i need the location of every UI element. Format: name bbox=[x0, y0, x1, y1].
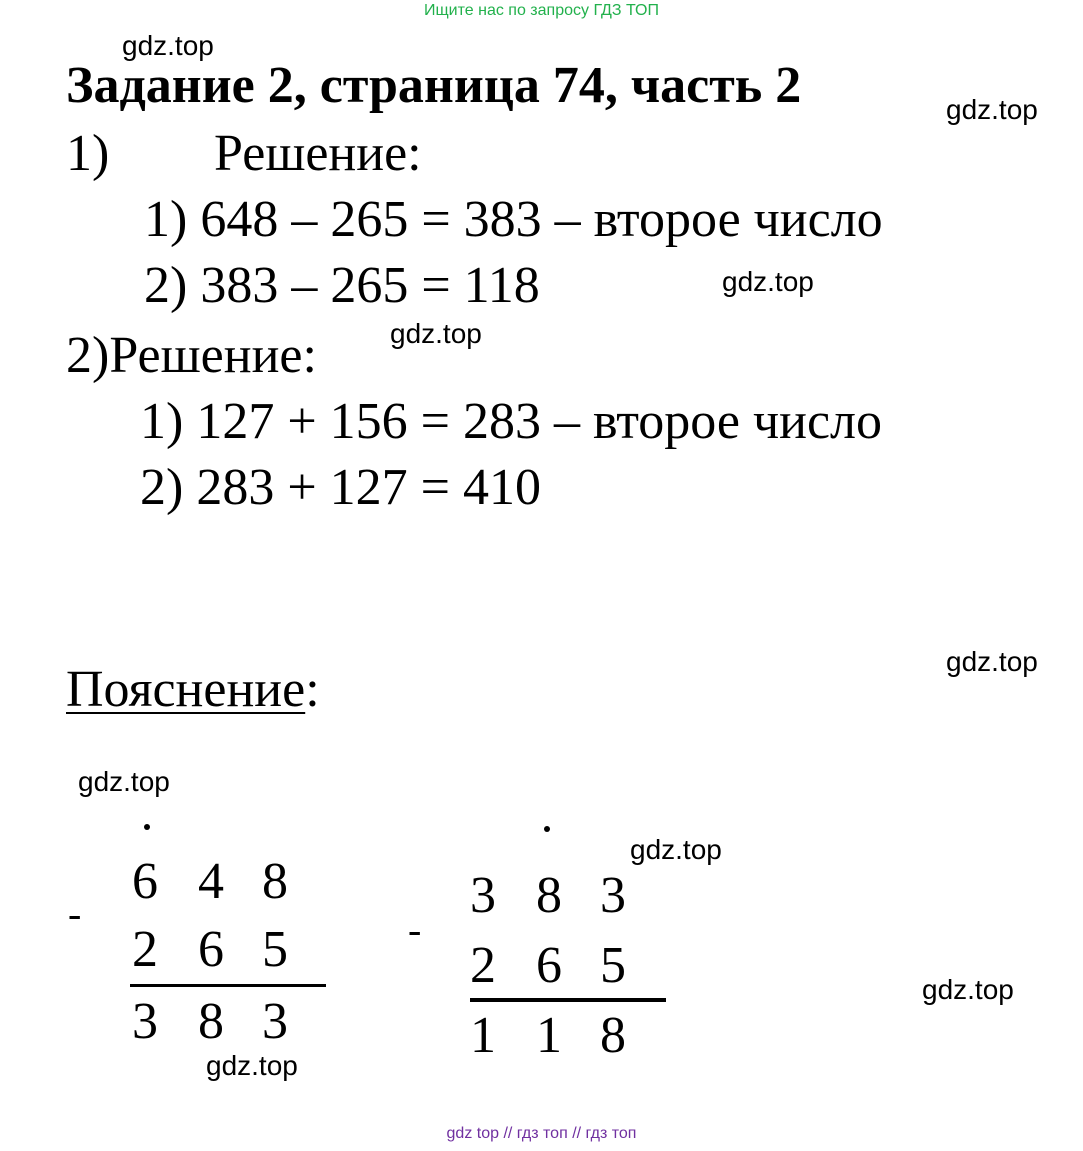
minus-operator: - bbox=[68, 891, 82, 936]
part2-step-1: 1) 127 + 156 = 283 – второе число bbox=[140, 393, 882, 450]
watermark: gdz.top bbox=[390, 318, 482, 349]
digit: 3 bbox=[600, 867, 626, 924]
digit: 8 bbox=[262, 853, 288, 910]
digit: 1 bbox=[536, 1007, 562, 1064]
watermark: gdz.top bbox=[922, 974, 1014, 1005]
digit: 8 bbox=[198, 993, 224, 1050]
digit: 6 bbox=[198, 921, 224, 978]
borrow-dot bbox=[144, 824, 150, 830]
explanation-colon: : bbox=[305, 661, 320, 718]
watermark: gdz.top bbox=[206, 1050, 298, 1081]
part1-heading: Решение: bbox=[214, 125, 422, 182]
explanation-heading-text: Пояснение bbox=[66, 661, 306, 718]
digit: 6 bbox=[132, 853, 158, 910]
footer-text: gdz top // гдз топ // гдз топ bbox=[446, 1125, 637, 1142]
result-line bbox=[130, 984, 326, 987]
explanation-heading bbox=[66, 660, 320, 719]
page-title: Задание 2, страница 74, часть 2 bbox=[66, 57, 802, 114]
watermark: gdz.top bbox=[122, 30, 214, 61]
digit: 2 bbox=[132, 921, 158, 978]
minus-operator: - bbox=[408, 907, 422, 952]
watermark: gdz.top bbox=[630, 834, 722, 865]
digit: 2 bbox=[470, 937, 496, 994]
digit: 8 bbox=[600, 1007, 626, 1064]
watermark: gdz.top bbox=[78, 766, 170, 797]
digit: 4 bbox=[198, 853, 224, 910]
digit: 5 bbox=[262, 921, 288, 978]
part2-step-2: 2) 283 + 127 = 410 bbox=[140, 459, 541, 516]
borrow-dot bbox=[544, 826, 550, 832]
digit: 3 bbox=[470, 867, 496, 924]
top-banner: Ищите нас по запросу ГДЗ ТОП bbox=[424, 2, 659, 19]
digit: 3 bbox=[132, 993, 158, 1050]
digit: 6 bbox=[536, 937, 562, 994]
watermark: gdz.top bbox=[946, 94, 1038, 125]
result-line bbox=[470, 998, 666, 1002]
digit: 3 bbox=[262, 993, 288, 1050]
digit: 5 bbox=[600, 937, 626, 994]
part1-step-1: 1) 648 – 265 = 383 – второе число bbox=[144, 191, 883, 248]
part2-heading: 2)Решение: bbox=[66, 327, 317, 384]
digit: 1 bbox=[470, 1007, 496, 1064]
watermark: gdz.top bbox=[946, 646, 1038, 677]
watermark: gdz.top bbox=[722, 266, 814, 297]
digit: 8 bbox=[536, 867, 562, 924]
part1-step-2: 2) 383 – 265 = 118 bbox=[144, 257, 540, 314]
part1-label: 1) bbox=[66, 125, 110, 182]
